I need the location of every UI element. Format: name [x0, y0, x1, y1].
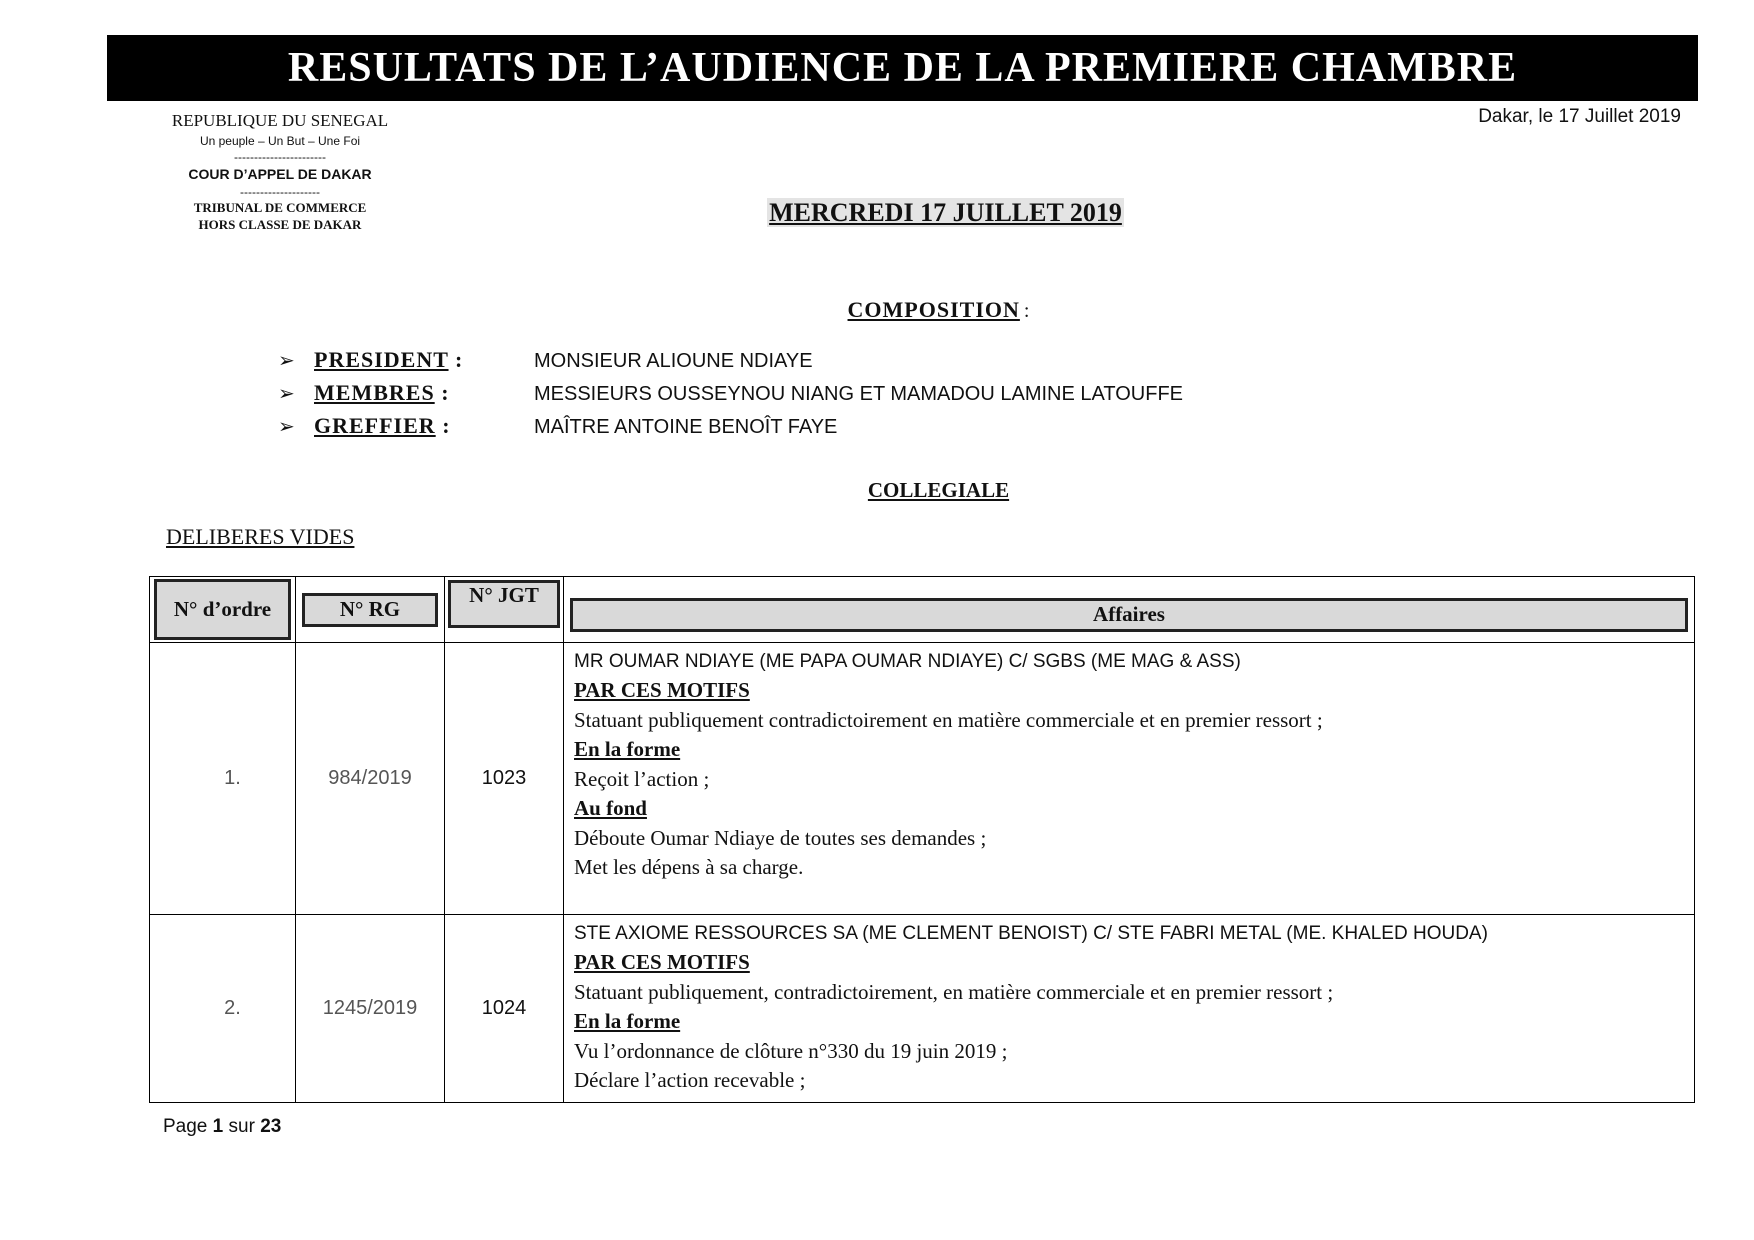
national-motto: Un peuple – Un But – Une Foi: [199, 133, 361, 148]
banner-title: RESULTATS DE L’AUDIENCE DE LA PREMIERE CHAMBRE: [287, 45, 1518, 91]
role-label: GREFFIER: [314, 413, 436, 438]
formation-heading: [0, 478, 1754, 503]
role-label: PRESIDENT: [314, 347, 449, 372]
current-page: 1: [212, 1116, 224, 1137]
ruling-text: Met les dépens à sa charge.: [574, 855, 804, 879]
affair-cell: [564, 915, 1695, 1103]
table-header-row: [150, 577, 1695, 643]
republic-label: REPUBLIQUE DU SENEGAL: [171, 111, 389, 130]
header-order: N° d’ordre: [154, 579, 291, 640]
merits-heading: Au fond: [574, 796, 647, 820]
member-row-clerk: [278, 413, 1183, 446]
composition-heading: [0, 297, 1754, 323]
hearing-date-title: [0, 198, 1754, 228]
role-colon: :: [448, 347, 464, 372]
case-parties: STE AXIOME RESSOURCES SA (ME CLEMENT BENOIST) C/ STE FABRI METAL (ME. KHALED HOUDA): [574, 923, 1488, 944]
arrow-bullet-icon: ➢: [278, 348, 295, 372]
composition-colon: :: [1023, 300, 1030, 322]
tribunal-name-line1: TRIBUNAL DE COMMERCE: [193, 200, 367, 216]
composition-list: [278, 347, 1183, 446]
header-affairs: Affaires: [570, 598, 1688, 632]
ruling-text: Déboute Oumar Ndiaye de toutes ses demandes ;: [574, 825, 987, 850]
separator: --------------------: [240, 185, 320, 200]
role-colon: :: [434, 380, 450, 405]
header-jgt: N° JGT: [448, 580, 560, 628]
order-number: 2.: [224, 996, 241, 1019]
form-heading: En la forme: [574, 737, 681, 761]
order-cell: [150, 915, 296, 1103]
page-word: Page: [163, 1116, 208, 1137]
page-footer: [163, 1116, 281, 1138]
motifs-heading: PAR CES MOTIFS: [574, 678, 750, 702]
member-name: MONSIEUR ALIOUNE NDIAYE: [534, 350, 813, 372]
member-name: MAÎTRE ANTOINE BENOÎT FAYE: [534, 416, 838, 438]
total-pages: 23: [260, 1116, 282, 1137]
place-date: Dakar, le 17 Juillet 2019: [1478, 106, 1681, 127]
rg-cell: 984/2019: [296, 643, 445, 915]
member-row-members: [278, 380, 1183, 413]
results-table: [149, 576, 1695, 1103]
rg-cell: 1245/2019: [296, 915, 445, 1103]
table-row: [150, 915, 1695, 1103]
separator: -----------------------: [234, 150, 326, 165]
case-parties: MR OUMAR NDIAYE (ME PAPA OUMAR NDIAYE) C/ SGBS (ME MAG & ASS): [574, 651, 1241, 672]
member-name: MESSIEURS OUSSEYNOU NIANG ET MAMADOU LAMINE LATOUFFE: [534, 383, 1183, 405]
table-row: [150, 643, 1695, 915]
order-cell: [150, 643, 296, 915]
court-name: COUR D’APPEL DE DAKAR: [188, 166, 372, 183]
form-heading: En la forme: [574, 1009, 681, 1033]
motifs-heading: PAR CES MOTIFS: [574, 950, 750, 974]
role-label: MEMBRES: [314, 380, 435, 405]
ruling-text: Statuant publiquement, contradictoirement, en matière commerciale et en premier ressort ;: [574, 979, 1334, 1004]
hearing-date: MERCREDI 17 JUILLET 2019: [769, 198, 1122, 227]
ruling-text: Statuant publiquement contradictoirement en matière commerciale et en premier ressort ;: [574, 707, 1323, 732]
order-number: 1.: [224, 767, 241, 789]
role-colon: :: [435, 413, 451, 438]
of-word: sur: [228, 1116, 255, 1137]
composition-title: COMPOSITION: [847, 297, 1020, 322]
affair-cell: [564, 643, 1695, 915]
tribunal-name-line2: HORS CLASSE DE DAKAR: [198, 217, 362, 233]
header-rg: N° RG: [302, 593, 438, 627]
arrow-bullet-icon: ➢: [278, 414, 295, 438]
section-heading: DELIBERES VIDES: [166, 524, 355, 549]
ruling-text: Déclare l’action recevable ;: [574, 1068, 806, 1092]
title-banner: [107, 35, 1698, 101]
ruling-text: Reçoit l’action ;: [574, 766, 710, 791]
jgt-cell: 1023: [445, 643, 564, 915]
arrow-bullet-icon: ➢: [278, 381, 295, 405]
member-row-president: [278, 347, 1183, 380]
formation-label: COLLEGIALE: [867, 478, 1010, 502]
ruling-text: Vu l’ordonnance de clôture n°330 du 19 juin 2019 ;: [574, 1038, 1008, 1063]
jgt-cell: 1024: [445, 915, 564, 1103]
